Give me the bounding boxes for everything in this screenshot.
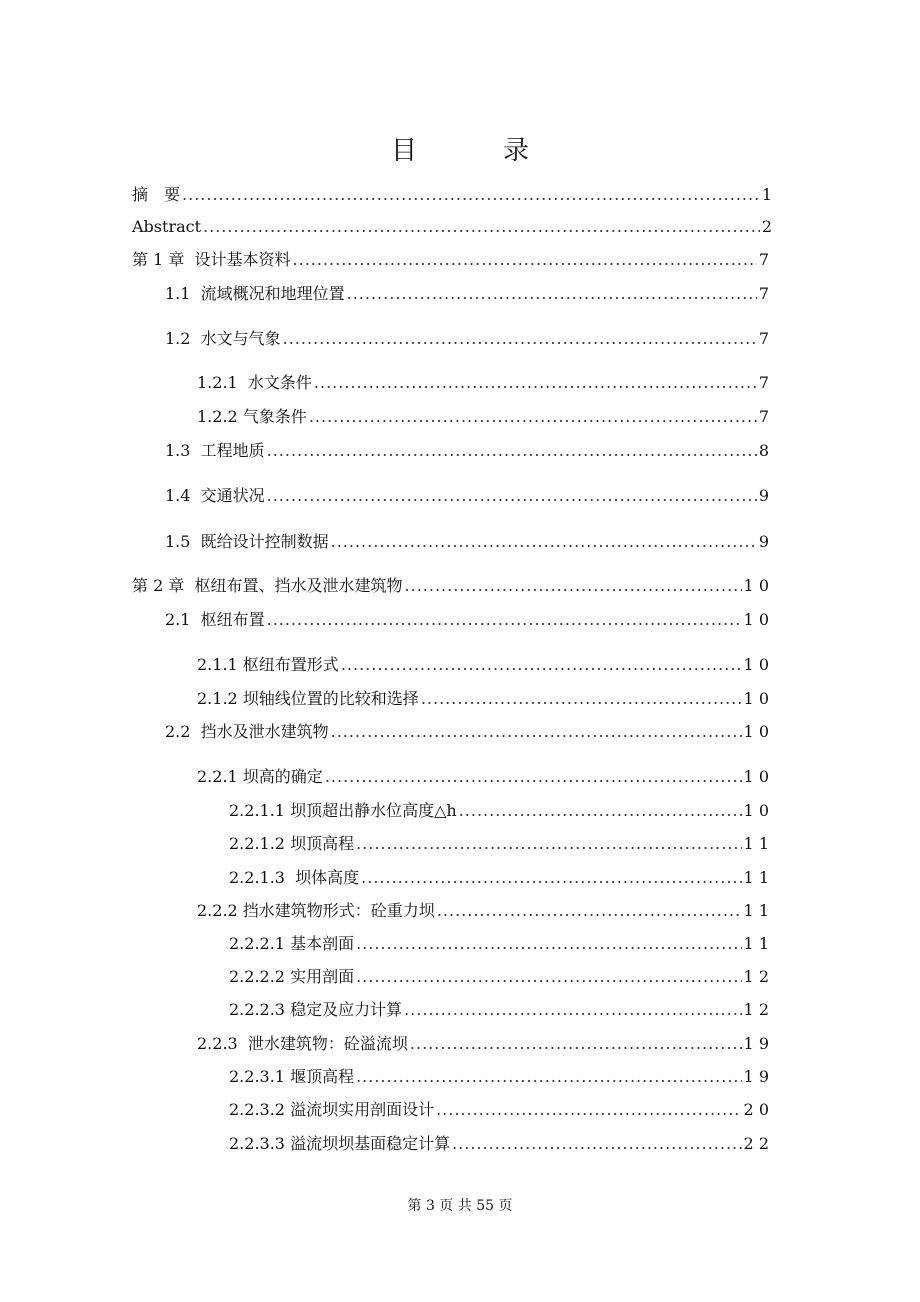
toc-entry[interactable]	[197, 372, 769, 394]
toc-entry-page: 7	[758, 250, 769, 269]
toc-entry-label: 2.1.2 坝轴线位置的比较和选择	[197, 689, 419, 708]
toc-entry-label: 2.2.3.2 溢流坝实用剖面设计	[229, 1100, 435, 1119]
toc-entry[interactable]	[132, 249, 769, 271]
toc-entry-label: 1.5 既给设计控制数据	[165, 532, 329, 551]
toc-entry-page: 8	[758, 441, 769, 460]
toc-entry-label: 2.1 枢纽布置	[165, 610, 265, 629]
leader-dots	[309, 406, 757, 428]
toc-entry-page: 2 0	[743, 1100, 769, 1119]
toc-entry-label: 1.3 工程地质	[165, 441, 265, 460]
page-footer: 第 3 页 共 55 页	[407, 1198, 513, 1214]
leader-dots	[331, 531, 757, 553]
toc-entry[interactable]	[229, 833, 769, 855]
toc-title: 目 录	[390, 136, 559, 166]
toc-entry-page: 1 0	[743, 655, 769, 674]
leader-dots	[267, 609, 742, 631]
leader-dots	[410, 1033, 742, 1055]
toc-entry-label: 2.2.2.3 稳定及应力计算	[229, 1000, 403, 1019]
toc-entry-page: 9	[758, 486, 769, 505]
toc-entry-label: 2.2.1 坝高的确定	[197, 767, 323, 786]
toc-entry[interactable]	[229, 966, 769, 988]
toc-entry[interactable]	[197, 900, 769, 922]
toc-entry-label: 第 2 章 枢纽布置、挡水及泄水建筑物	[132, 576, 403, 595]
toc-entry-page: 9	[758, 532, 769, 551]
toc-entry-page: 1 1	[743, 834, 769, 853]
leader-dots	[325, 766, 742, 788]
toc-entry[interactable]	[132, 575, 769, 597]
toc-entry-label: 2.2.3 泄水建筑物：砼溢流坝	[197, 1034, 408, 1053]
leader-dots	[356, 966, 741, 988]
toc-entry-label: 2.2.1.3 坝体高度	[229, 868, 360, 887]
toc-entry[interactable]	[165, 531, 769, 553]
toc-entry-label: 2.2.2 挡水建筑物形式：砼重力坝	[197, 901, 435, 920]
toc-entry-page: 1 9	[743, 1034, 769, 1053]
toc-entry-page: 1 0	[743, 801, 769, 820]
leader-dots	[182, 184, 760, 206]
toc-entry-page: 7	[758, 373, 769, 392]
toc-entry[interactable]	[165, 609, 769, 631]
toc-entry-label: 1.2.2 气象条件	[197, 407, 307, 426]
toc-entry[interactable]	[197, 1033, 769, 1055]
toc-entry[interactable]	[197, 688, 769, 710]
toc-entry-page: 1 0	[743, 722, 769, 741]
leader-dots	[267, 485, 757, 507]
toc-entry[interactable]	[165, 721, 769, 743]
leader-dots	[267, 440, 757, 462]
toc-entry-page: 7	[758, 329, 769, 348]
toc-entry[interactable]	[229, 867, 769, 889]
toc-entry-label: Abstract	[132, 217, 202, 236]
toc-entry-page: 2 2	[743, 1134, 769, 1153]
toc-entry-page: 1 0	[743, 767, 769, 786]
toc-entry-label: 2.2.3.1 堰顶高程	[229, 1067, 355, 1086]
leader-dots	[293, 249, 757, 271]
toc-entry[interactable]	[229, 1066, 769, 1088]
toc-entry-label: 2.2.1.2 坝顶高程	[229, 834, 355, 853]
toc-entry-page: 1 1	[743, 868, 769, 887]
leader-dots	[356, 1066, 741, 1088]
leader-dots	[347, 283, 757, 305]
toc-entry[interactable]	[197, 654, 769, 676]
leader-dots	[421, 688, 742, 710]
leader-dots	[331, 721, 742, 743]
toc-entry-label: 2.2 挡水及泄水建筑物	[165, 722, 329, 741]
toc-entry-page: 1	[761, 185, 772, 204]
toc-entry[interactable]	[197, 406, 769, 428]
toc-entry-page: 1 0	[743, 689, 769, 708]
toc-entry-page: 1 0	[743, 576, 769, 595]
toc-entry-page: 7	[758, 407, 769, 426]
toc-entry-label: 2.2.2.1 基本剖面	[229, 934, 355, 953]
toc-entry[interactable]	[165, 440, 769, 462]
leader-dots	[283, 328, 757, 350]
leader-dots	[436, 1099, 741, 1121]
leader-dots	[404, 999, 741, 1021]
toc-entry-page: 1 1	[743, 901, 769, 920]
leader-dots	[405, 575, 742, 597]
toc-entry-label: 1.2.1 水文条件	[197, 373, 312, 392]
toc-entry[interactable]	[229, 999, 769, 1021]
leader-dots	[459, 800, 742, 822]
leader-dots	[356, 833, 741, 855]
leader-dots	[452, 1133, 741, 1155]
toc-entry-label: 1.1 流域概况和地理位置	[165, 284, 345, 303]
leader-dots	[356, 933, 741, 955]
toc-entry[interactable]	[229, 1133, 769, 1155]
toc-entry-label: 第 1 章 设计基本资料	[132, 250, 291, 269]
toc-entry[interactable]	[165, 328, 769, 350]
toc-entry-page: 1 0	[743, 610, 769, 629]
toc-entry-page: 1 2	[743, 967, 769, 986]
toc-entry-page: 1 2	[743, 1000, 769, 1019]
toc-entry[interactable]	[165, 283, 769, 305]
toc-entry-label: 2.1.1 枢纽布置形式	[197, 655, 339, 674]
toc-entry[interactable]	[132, 216, 772, 238]
toc-entry[interactable]	[229, 933, 769, 955]
toc-entry-label: 1.2 水文与气象	[165, 329, 281, 348]
toc-entry-page: 1 1	[743, 934, 769, 953]
leader-dots	[437, 900, 742, 922]
leader-dots	[203, 216, 760, 238]
toc-entry[interactable]	[229, 800, 769, 822]
toc-entry-page: 7	[758, 284, 769, 303]
toc-entry-label: 2.2.2.2 实用剖面	[229, 967, 355, 986]
toc-entry[interactable]	[197, 766, 769, 788]
toc-entry[interactable]	[229, 1099, 769, 1121]
leader-dots	[314, 372, 757, 394]
toc-entry-label: 摘 要	[132, 185, 181, 204]
toc-entry-page: 1 9	[743, 1067, 769, 1086]
toc-entry[interactable]	[132, 184, 772, 206]
toc-entry-page: 2	[761, 217, 772, 236]
leader-dots	[341, 654, 742, 676]
toc-entry-label: 1.4 交通状况	[165, 486, 265, 505]
toc-entry-label: 2.2.3.3 溢流坝坝基面稳定计算	[229, 1134, 451, 1153]
leader-dots	[361, 867, 741, 889]
toc-entry-label: 2.2.1.1 坝顶超出静水位高度△h	[229, 801, 457, 820]
toc-entry[interactable]	[165, 485, 769, 507]
